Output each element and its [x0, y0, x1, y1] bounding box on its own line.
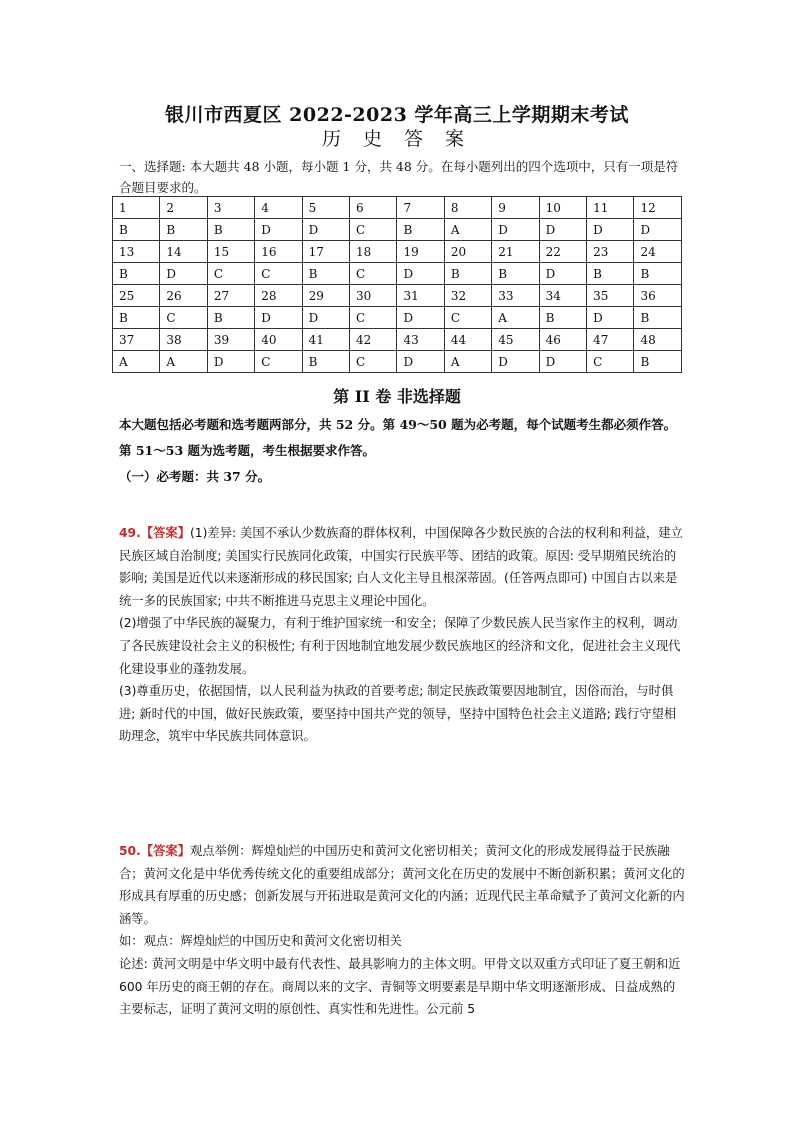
question-50-answer	[119, 840, 685, 1021]
question-number-row	[113, 329, 682, 351]
question-number-cell: 22	[539, 241, 586, 263]
answer-cell: D	[255, 219, 302, 241]
question-number-cell: 8	[444, 197, 491, 219]
q49-paragraph-2: (2)增强了中华民族的凝聚力，有利于维护国家统一和安全；保障了少数民族人民当家作主的权利，调动了各民族建设社会主义的积极性; 有利于因地制宜地发展少数民族地区的经济和文化，促进社会主义现代化建设事业的蓬勃发展。	[119, 616, 681, 676]
question-number-cell: 11	[587, 197, 634, 219]
question-number-cell: 19	[397, 241, 444, 263]
answer-cell: D	[302, 219, 349, 241]
answer-cell: D	[492, 351, 539, 373]
question-number-cell: 10	[539, 197, 586, 219]
answer-cell: A	[160, 351, 207, 373]
question-number-cell: 13	[113, 241, 160, 263]
question-number-cell: 7	[397, 197, 444, 219]
answer-cell: C	[350, 263, 397, 285]
answer-row	[113, 351, 682, 373]
question-number-cell: 41	[302, 329, 349, 351]
answer-cell: B	[302, 263, 349, 285]
q50-paragraph-2: 如：观点：辉煌灿烂的中国历史和黄河文化密切相关	[119, 934, 402, 949]
question-number-cell: 33	[492, 285, 539, 307]
answer-tag: 【答案】	[140, 526, 190, 540]
q50-text-1: 观点举例：辉煌灿烂的中国历史和黄河文化密切相关；黄河文化的形成发展得益于民族融合；黄河文化是中华优秀传统文化的重要组成部分；黄河文化在历史的发展中不断创新积累；黄河文化的形成具有厚重的历史感；创新发展与开拓进取是黄河文化的内涵；近现代民主革命赋予了黄河文化新的内涵等。	[119, 844, 685, 926]
answer-cell: D	[539, 263, 586, 285]
question-number-cell: 42	[350, 329, 397, 351]
question-number-row	[113, 241, 682, 263]
answer-cell: A	[444, 219, 491, 241]
answer-cell: D	[587, 307, 634, 329]
question-number-cell: 34	[539, 285, 586, 307]
answer-row	[113, 307, 682, 329]
q49-paragraph-1	[119, 522, 685, 612]
answer-cell: B	[113, 307, 160, 329]
question-number-cell: 24	[634, 241, 682, 263]
question-number-row	[113, 285, 682, 307]
question-number-cell: 12	[634, 197, 682, 219]
answer-cell: D	[255, 307, 302, 329]
part2-instructions	[119, 414, 685, 492]
answer-cell: B	[207, 307, 254, 329]
answer-cell: D	[207, 351, 254, 373]
answer-cell: D	[397, 263, 444, 285]
answer-cell: D	[587, 219, 634, 241]
question-number-cell: 44	[444, 329, 491, 351]
answer-row	[113, 219, 682, 241]
question-number-cell: 31	[397, 285, 444, 307]
question-number-cell: 9	[492, 197, 539, 219]
answer-cell: A	[113, 351, 160, 373]
question-number-cell: 48	[634, 329, 682, 351]
answer-cell: B	[113, 219, 160, 241]
answer-cell: D	[397, 307, 444, 329]
q50-paragraph-3: 论述: 黄河文明是中华文明中最有代表性、最具影响力的主体文明。甲骨文以双重方式印证了夏王朝和近 600 年历史的商王朝的存在。商周以来的文字、青铜等文明要素是早期中华文明逐渐形成、日益成熟的主要标志，证明了黄河文明的原创性、真实性和先进性。公元前 5	[119, 956, 681, 1017]
question-number-cell: 40	[255, 329, 302, 351]
question-number-cell: 45	[492, 329, 539, 351]
question-number-cell: 47	[587, 329, 634, 351]
question-number-cell: 29	[302, 285, 349, 307]
instruction-line: 第 51～53 题为选考题，考生根据要求作答。	[119, 443, 375, 458]
answer-cell: B	[397, 219, 444, 241]
answer-cell: B	[492, 263, 539, 285]
question-number-cell: 21	[492, 241, 539, 263]
answer-cell: D	[302, 307, 349, 329]
question-number-cell: 27	[207, 285, 254, 307]
question-number-cell: 23	[587, 241, 634, 263]
question-number-cell: 14	[160, 241, 207, 263]
question-number-cell: 37	[113, 329, 160, 351]
answer-cell: C	[255, 263, 302, 285]
question-number-row	[113, 197, 682, 219]
question-number-cell: 5	[302, 197, 349, 219]
question-number-cell: 28	[255, 285, 302, 307]
answer-cell: C	[255, 351, 302, 373]
answer-cell: B	[539, 307, 586, 329]
q50-number: 50.	[119, 844, 141, 858]
question-number-cell: 4	[255, 197, 302, 219]
answer-cell: C	[207, 263, 254, 285]
answer-cell: B	[444, 263, 491, 285]
question-number-cell: 30	[350, 285, 397, 307]
question-number-cell: 32	[444, 285, 491, 307]
question-number-cell: 36	[634, 285, 682, 307]
question-number-cell: 39	[207, 329, 254, 351]
answer-cell: B	[634, 307, 682, 329]
question-number-cell: 46	[539, 329, 586, 351]
section1-intro: 一、选择题: 本大题共 48 小题，每小题 1 分，共 48 分。在每小题列出的四个选项中，只有一项是符合题目要求的。	[119, 159, 679, 195]
answer-cell: B	[302, 351, 349, 373]
answer-cell: C	[587, 351, 634, 373]
question-number-cell: 26	[160, 285, 207, 307]
answer-cell: B	[207, 219, 254, 241]
answer-cell: B	[160, 219, 207, 241]
question-number-cell: 20	[444, 241, 491, 263]
answer-cell: A	[444, 351, 491, 373]
answer-cell: C	[350, 307, 397, 329]
document-title: 银川市西夏区 2022-2023 学年高三上学期期末考试	[165, 104, 629, 126]
q49-number: 49.	[119, 526, 141, 540]
answer-cell: D	[397, 351, 444, 373]
answer-cell: C	[350, 351, 397, 373]
answer-row	[113, 263, 682, 285]
part2-title: 第 II 卷 非选择题	[333, 387, 461, 406]
question-number-cell: 3	[207, 197, 254, 219]
question-number-cell: 1	[113, 197, 160, 219]
answer-cell: B	[634, 351, 682, 373]
answer-tag: 【答案】	[140, 844, 190, 858]
answer-table	[112, 196, 682, 373]
question-number-cell: 16	[255, 241, 302, 263]
q49-paragraph-3: (3)尊重历史，依据国情，以人民利益为执政的首要考虑; 制定民族政策要因地制宜，因俗而治，与时俱进; 新时代的中国，做好民族政策，要坚持中国共产党的领导，坚持中国特色社会主义道路; 践行守望相助理念，筑牢中华民族共同体意识。	[119, 684, 677, 744]
instruction-line: （一）必考题：共 37 分。	[119, 469, 271, 484]
question-number-cell: 2	[160, 197, 207, 219]
answer-cell: B	[113, 263, 160, 285]
answer-cell: D	[160, 263, 207, 285]
answer-cell: A	[492, 307, 539, 329]
answer-cell: D	[539, 351, 586, 373]
question-number-cell: 43	[397, 329, 444, 351]
question-number-cell: 35	[587, 285, 634, 307]
answer-cell: D	[634, 219, 682, 241]
answer-cell: C	[444, 307, 491, 329]
question-number-cell: 38	[160, 329, 207, 351]
answer-cell: B	[634, 263, 682, 285]
document-subtitle: 历 史 答 案	[321, 128, 473, 150]
question-49-answer	[119, 522, 685, 748]
answer-cell: D	[492, 219, 539, 241]
question-number-cell: 18	[350, 241, 397, 263]
q50-paragraph-1	[119, 840, 685, 930]
question-number-cell: 17	[302, 241, 349, 263]
answer-cell: D	[539, 219, 586, 241]
instruction-line: 本大题包括必考题和选考题两部分，共 52 分。第 49～50 题为必考题，每个试题考生都必须作答。	[119, 417, 677, 432]
answer-cell: B	[587, 263, 634, 285]
q49-text-1: (1)差异: 美国不承认少数族裔的群体权利，中国保障各少数民族的合法的权利和利益，建立民族区域自治制度; 美国实行民族同化政策，中国实行民族平等、团结的政策。原因: 受早期殖民统治的影响; 美国是近代以来逐渐形成的移民国家; 白人文化主导且根深蒂固。(任答两点即可) 中国自古以来是统一多的民族国家; 中共不断推进马克思主义理论中国化。	[119, 526, 683, 608]
question-number-cell: 25	[113, 285, 160, 307]
answer-cell: C	[160, 307, 207, 329]
question-number-cell: 6	[350, 197, 397, 219]
answer-cell: C	[350, 219, 397, 241]
question-number-cell: 15	[207, 241, 254, 263]
